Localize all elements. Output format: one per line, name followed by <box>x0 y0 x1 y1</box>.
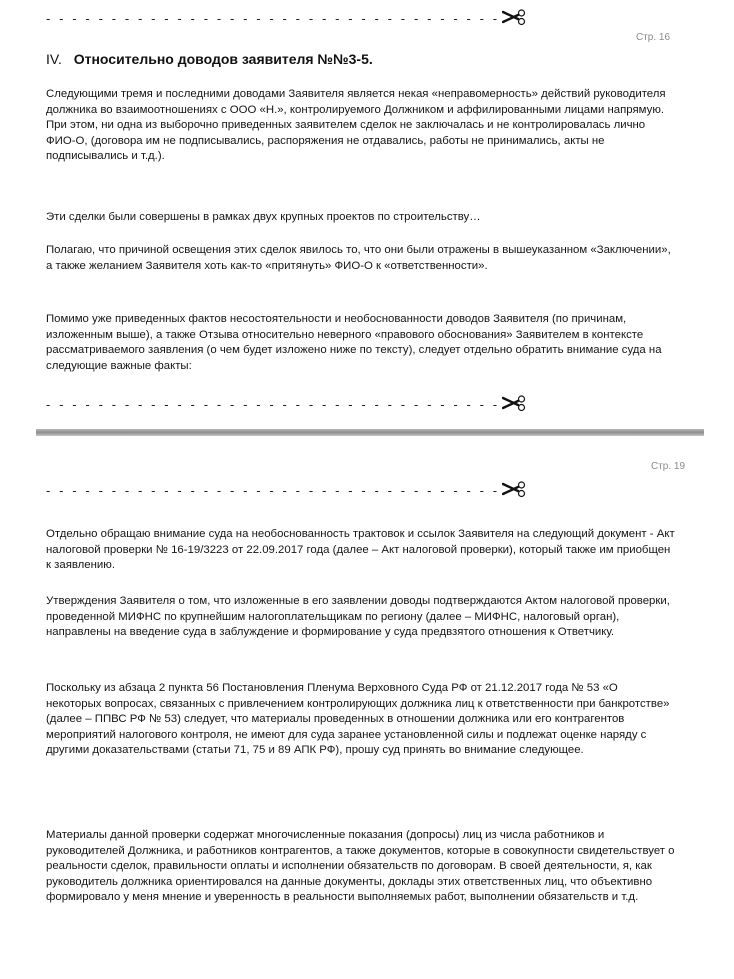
page-number: Стр. 19 <box>651 461 686 472</box>
cut-line-top <box>46 8 528 28</box>
paragraph: Материалы данной проверки содержат многочисленные показания (допросы) лиц из числа работников и руководителей Должника, и работников контрагентов, а также документов, которые в совокупности свидетельствует о реальности сделок, правильности оплаты и исполнении обязательств по договорам. В своей деятельности, я, как руководитель должника ориентировался на данные документы, доклады этих ответственных лиц, что объективно формировало у меня мнение и уверенность в реальности выполняемых работ, выполнении обязательств и т.д. <box>46 829 675 904</box>
paragraph: Поскольку из абзаца 2 пункта 56 Постановления Пленума Верховного Суда РФ от 21.12.2017 года № 53 «О некоторых вопросах, связанных с привлечением контролирующих должника лиц к ответственности при банкротстве» (далее – ППВС РФ № 53) следует, что материалы проведенных в отношении должника или его контрагентов мероприятий налогового контроля, не имеют для суда заранее установленной силы и подлежат оценке наряду с другими доказательствами (статьи 71, 75 и 89 АПК РФ), прошу суд принять во внимание следующее. <box>46 682 670 757</box>
section-number: IV. <box>46 51 62 67</box>
paragraph: Следующими тремя и последними доводами Заявителя является некая «неправомерность» действий руководителя должника во взаимоотношениях с ООО «Н.», контролируемого Должником и аффилированными лицами напрямую. При этом, ни одна из выборочно приведенных заявителем сделок не заключалась и не контролировалась лично ФИО-О, (договора им не подписывались, распоряжения не отдавались, работы не принимались, акты не подписывались и т.д.). <box>46 88 666 163</box>
scissors-icon <box>502 9 528 27</box>
cut-line-top <box>46 480 528 500</box>
cut-line-dashes: - - - - - - - - - - - - - - - - - - - - - - - - - - - - - - - - - - - <box>46 396 500 412</box>
paragraph: Полагаю, что причиной освещения этих сделок явилось то, что они были отражены в вышеуказанном «Заключении», а также желанием Заявителя хоть как-то «притянуть» ФИО-О к «ответственности». <box>46 244 671 272</box>
paragraph: Помимо уже приведенных фактов несостоятельности и необоснованности доводов Заявителя (по причинам, изложенным выше), а также Отзыва относительно неверного «правового обоснования» Заявителем в контексте рассматриваемого заявления (о чем будет изложено ниже по тексту), следует отдельно обратить внимание суда на следующие важные факты: <box>46 313 662 372</box>
scissors-icon <box>502 481 528 499</box>
section-title: Относительно доводов заявителя №№3-5. <box>73 51 373 67</box>
page-divider <box>36 429 704 436</box>
cut-line-dashes: - - - - - - - - - - - - - - - - - - - - - - - - - - - - - - - - - - - <box>46 482 500 498</box>
paragraph: Отдельно обращаю внимание суда на необоснованность трактовок и ссылок Заявителя на следующий документ - Акт налоговой проверки № 16-19/3223 от 22.09.2017 года (далее – Акт налоговой проверки), который также им приобщен к заявлению. <box>46 528 675 572</box>
paragraph: Утверждения Заявителя о том, что изложенные в его заявлении доводы подтверждаются Актом налоговой проверки, проведенной МИФНС по крупнейшим налогоплательщикам по региону (далее – МИФНС, налоговый орган), направлены на введение суда в заблуждение и формирование у суда предвзятого отношения к Ответчику. <box>46 595 670 639</box>
section-heading <box>46 51 373 67</box>
cut-line-dashes: - - - - - - - - - - - - - - - - - - - - - - - - - - - - - - - - - - - <box>46 10 500 26</box>
paragraph: Эти сделки были совершены в рамках двух крупных проектов по строительству… <box>46 211 481 223</box>
cut-line-bottom <box>46 394 528 414</box>
scissors-icon <box>502 395 528 413</box>
page-number: Стр. 16 <box>636 32 671 43</box>
